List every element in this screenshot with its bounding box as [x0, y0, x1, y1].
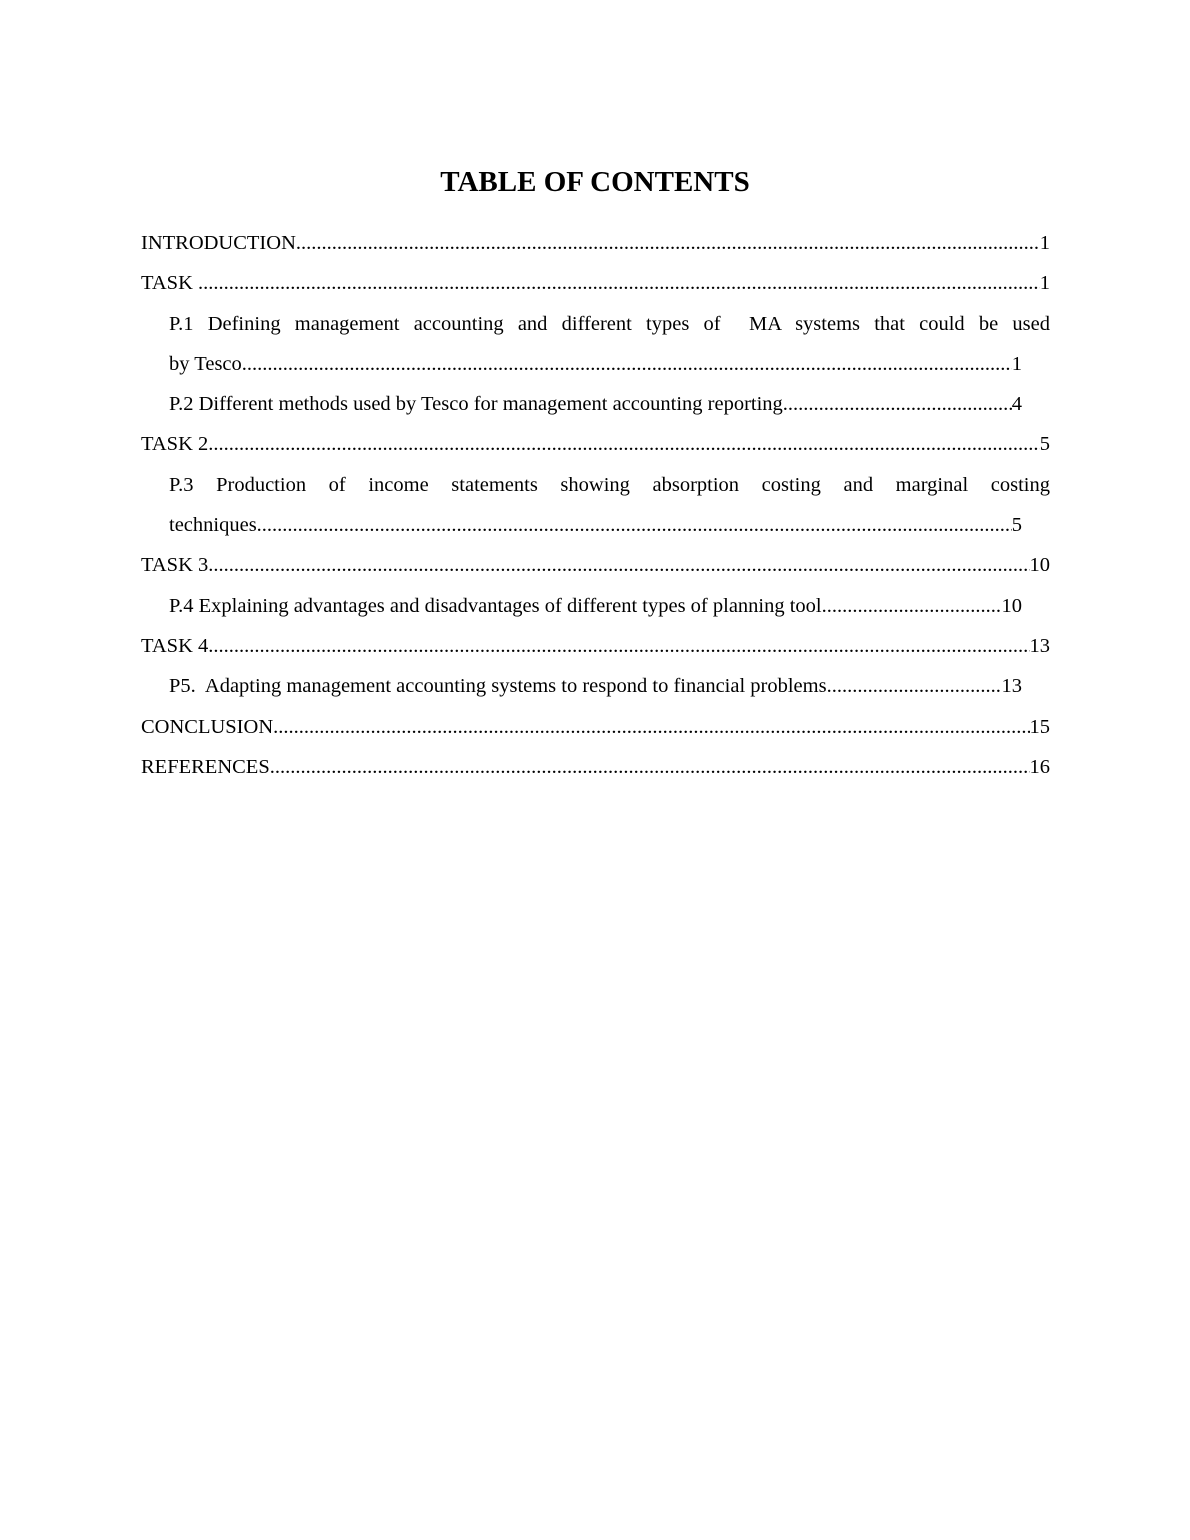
toc-entry-references[interactable]: [141, 754, 1050, 794]
toc-entry-p2[interactable]: [169, 391, 1022, 431]
toc-entry-task-3[interactable]: [141, 552, 1050, 592]
toc-page-number: 5: [1039, 433, 1050, 456]
toc-entry-p3[interactable]: [169, 472, 1050, 553]
toc-page-number: 10: [1029, 554, 1050, 577]
toc-leader-dots: [198, 270, 1040, 296]
toc-entry-p4[interactable]: [169, 593, 1022, 633]
toc-entry-label: P5. Adapting management accounting systems to respond to financial problems: [169, 675, 827, 698]
toc-entry-label: REFERENCES: [141, 755, 270, 778]
toc-leader-dots: [208, 431, 1039, 457]
toc-page-number: 10: [1001, 594, 1022, 617]
toc-entry-label: TASK 3: [141, 554, 209, 577]
toc-page-number: 1: [1039, 232, 1050, 254]
toc-page-number: 15: [1029, 715, 1050, 738]
toc-entry-task-4[interactable]: [141, 633, 1050, 673]
toc-entry-label: TASK 4: [141, 634, 209, 657]
table-of-contents: [141, 230, 1050, 794]
toc-leader-dots: [208, 552, 1029, 578]
toc-page-number: 1: [1011, 352, 1022, 375]
toc-leader-dots: [270, 754, 1030, 780]
toc-entry-label: P.2 Different methods used by Tesco for management accounting reporting: [169, 393, 783, 416]
toc-leader-dots: [783, 391, 1012, 417]
toc-entry-label: INTRODUCTION: [141, 232, 296, 254]
toc-entry-task[interactable]: [141, 270, 1050, 310]
toc-entry-label: TASK: [141, 272, 199, 295]
toc-page-number: 13: [1001, 675, 1022, 698]
toc-entry-task-2[interactable]: [141, 431, 1050, 471]
toc-entry-label-line2: by Tesco: [169, 352, 242, 375]
toc-entry-introduction[interactable]: [141, 230, 1050, 270]
toc-entry-label: CONCLUSION: [141, 715, 274, 738]
toc-page-number: 13: [1029, 634, 1050, 657]
toc-page-number: 4: [1011, 393, 1022, 416]
toc-page-number: 5: [1011, 514, 1022, 537]
toc-leader-dots: [257, 512, 1012, 538]
toc-entry-label-line1: P.1 Defining management accounting and different types of MA systems that could be used: [169, 312, 1050, 335]
toc-entry-p1[interactable]: [169, 311, 1050, 392]
toc-leader-dots: [273, 714, 1029, 740]
toc-page-number: 1: [1039, 272, 1050, 295]
toc-page-number: 16: [1029, 755, 1050, 778]
toc-entry-label-line2: techniques: [169, 514, 257, 537]
toc-leader-dots: [822, 593, 1002, 619]
toc-leader-dots: [208, 633, 1029, 659]
toc-entry-label: P.4 Explaining advantages and disadvantages of different types of planning tool: [169, 594, 822, 617]
page-title: TABLE OF CONTENTS: [440, 166, 750, 198]
toc-entry-conclusion[interactable]: [141, 714, 1050, 754]
toc-leader-dots: [827, 673, 1002, 699]
toc-leader-dots: [242, 351, 1012, 377]
toc-entry-p5[interactable]: [169, 673, 1022, 713]
toc-leader-dots: [296, 230, 1040, 256]
toc-entry-label-line1: P.3 Production of income statements showing absorption costing and marginal costing: [169, 473, 1050, 496]
toc-entry-label: TASK 2: [141, 433, 209, 456]
